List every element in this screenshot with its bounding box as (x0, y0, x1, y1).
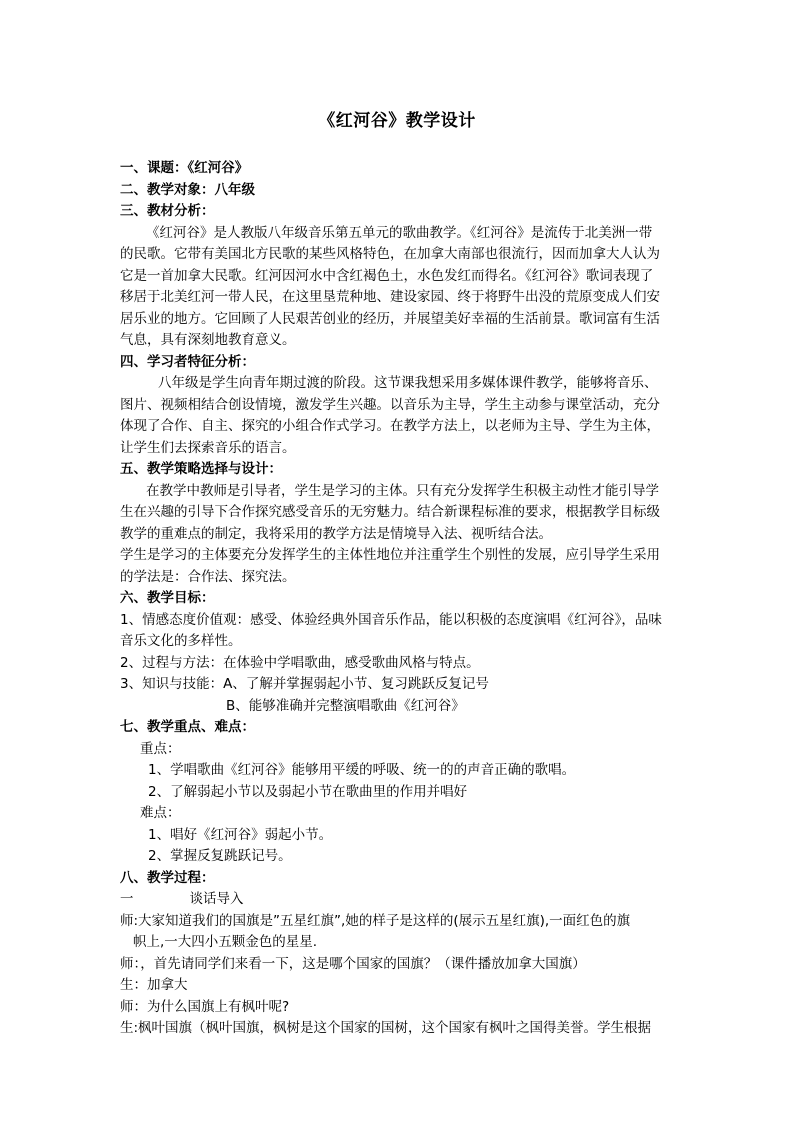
process-line: 帜上,一大四小五颗金色的星星. (133, 934, 318, 950)
learner-paragraph-line: 图片、视频相结合创设情境，激发学生兴趣。以音乐为主导，学生主动参与课堂活动，充分 (120, 396, 660, 413)
process-step (120, 889, 676, 911)
section-material-heading: 三、教材分析： (120, 203, 215, 219)
learner-paragraph-line: 让学生们去探索音乐的语言。 (120, 439, 296, 456)
section-keypoints-heading: 七、教学重点、难点： (120, 719, 255, 735)
difficulty-item: 2、掌握反复跳跃记号。 (148, 848, 292, 864)
document-body (120, 158, 676, 1040)
section-strategy-heading: 五、教学策略选择与设计： (120, 461, 282, 477)
strategy-paragraph-line: 在教学中教师是引导者，学生是学习的主体。只有充分发挥学生积极主动性才能引导学 (146, 482, 659, 499)
process-step-title: 谈话导入 (189, 891, 244, 907)
process-step-number: 一 (120, 891, 134, 907)
section-topic: 一、课题：《红河谷》 (120, 160, 249, 176)
process-line: 师：为什么国旗上有枫叶呢? (120, 998, 290, 1015)
process-line: 生：加拿大 (120, 977, 188, 993)
goal-line: 音乐文化的多样性。 (120, 633, 242, 649)
process-line: 师:大家知道我们的国旗是”五星红旗”,她的样子是这样的(展示五星红旗),一面红色的旗 (120, 912, 631, 929)
material-paragraph-line: 气息，具有深刻地教育意义。 (120, 332, 296, 348)
learner-paragraph-line: 体现了合作、自主、探究的小组合作式学习。在教学方法上，以老师为主导、学生为主体， (120, 418, 660, 434)
goal-line: 2、过程与方法：在体验中学唱歌曲，感受歌曲风格与特点。 (120, 654, 480, 671)
goal-line: 1、情感态度价值观：感受、体验经典外国音乐作品，能以积极的态度演唱《红河谷》，品味 (120, 611, 662, 628)
section-learner-heading: 四、学习者特征分析： (120, 353, 255, 370)
keypoint-item: 1、学唱歌曲《红河谷》能够用平缓的呼吸、统一的的声音正确的歌唱。 (148, 762, 576, 778)
process-line: 师：，首先请同学们来看一下，这是哪个国家的国旗？（课件播放加拿大国旗） (120, 955, 586, 972)
keypoints-label: 重点： (140, 740, 181, 757)
section-process-heading: 八、教学过程： (120, 869, 215, 886)
strategy-paragraph-line: 学生是学习的主体要充分发挥学生的主体性地位并注重学生个别性的发展，应引导学生采用 (120, 547, 660, 563)
strategy-paragraph-line: 生在兴趣的引导下合作探究感受音乐的无穷魅力。结合新课程标准的要求，根据教学目标级 (120, 504, 660, 520)
learner-paragraph-line: 八年级是学生向青年期过渡的阶段。这节课我想采用多媒体课件教学，能够将音乐、 (158, 375, 658, 391)
material-paragraph-line: 它是一首加拿大民歌。红河因河水中含红褐色土，水色发红而得名。《红河谷》歌词表现了 (120, 267, 654, 284)
section-goals-heading: 六、教学目标： (120, 590, 215, 606)
document-title: 《红河谷》教学设计 (318, 111, 476, 131)
material-paragraph-line: 《红河谷》是人教版八年级音乐第五单元的歌曲教学。《红河谷》是流传于北美洲一带 (146, 224, 653, 241)
section-audience: 二、教学对象：八年级 (120, 181, 255, 198)
keypoint-item: 2、了解弱起小节以及弱起小节在歌曲里的作用并唱好 (148, 783, 468, 800)
goal-line: 3、知识与技能：A、了解并掌握弱起小节、复习跳跃反复记号 (120, 676, 489, 692)
material-paragraph-line: 居乐业的地方。它回顾了人民艰苦创业的经历，并展望美好幸福的生活前景。歌词富有生活 (120, 310, 660, 327)
difficulties-label: 难点： (140, 805, 181, 821)
material-paragraph-line: 的民歌。它带有美国北方民歌的某些风格特色，在加拿大南部也很流行，因而加拿大人认为 (120, 246, 660, 262)
strategy-paragraph-line: 的学法是：合作法、探究法。 (120, 568, 296, 585)
process-line: 生:枫叶国旗（枫叶国旗，枫树是这个国家的国树，这个国家有枫叶之国得美誉。学生根据 (120, 1020, 652, 1036)
strategy-paragraph-line: 教学的重难点的制定，我将采用的教学方法是情境导入法、视听结合法。 (120, 525, 552, 542)
material-paragraph-line: 移居于北美红河一带人民，在这里垦荒种地、建设家园、终于将野牛出没的荒原变成人们安 (120, 289, 660, 305)
goal-line: B、能够准确并完整演唱歌曲《红河谷》 (226, 697, 465, 714)
difficulty-item: 1、唱好《红河谷》弱起小节。 (148, 826, 333, 843)
